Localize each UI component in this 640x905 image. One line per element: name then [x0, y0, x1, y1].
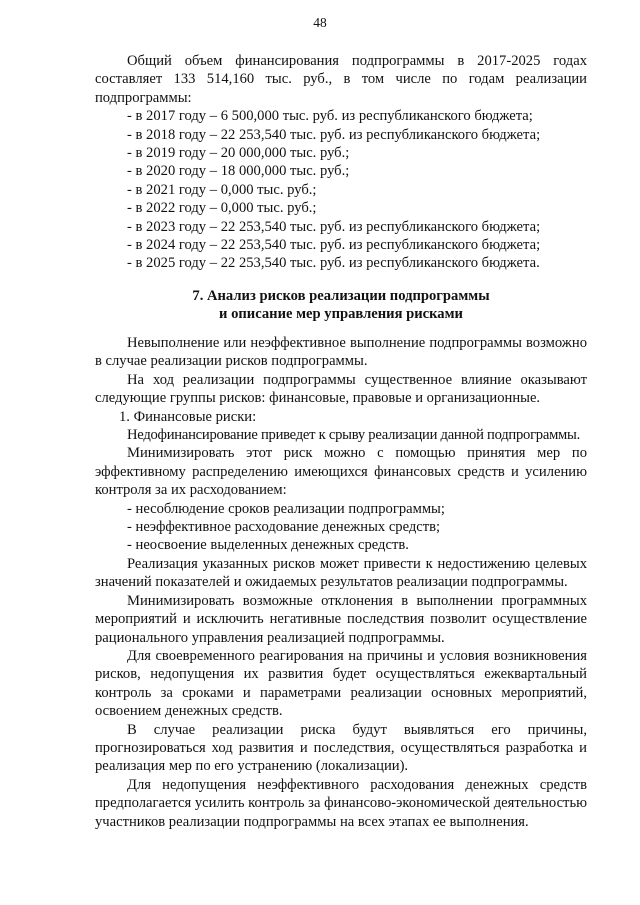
section-heading-line-2: и описание мер управления рисками	[219, 306, 463, 323]
funding-item-2024: - в 2024 году – 22 253,540 тыс. руб. из республиканского бюджета;	[127, 237, 541, 254]
measure-item-unused-funds: - неосвоение выделенных денежных средств.	[127, 537, 409, 554]
section-heading-line-1: 7. Анализ рисков реализации подпрограммы	[192, 288, 490, 304]
section-heading	[95, 287, 587, 324]
funding-item-2025: - в 2025 году – 22 253,540 тыс. руб. из республиканского бюджета.	[127, 255, 540, 272]
paragraph-risk-response: В случае реализации риска будут выявляться его причины, прогнозироваться ход развития и последствия, осуществляться разработка и реализация мер по его устранению (локализации).	[95, 721, 587, 775]
paragraph-minimize-risk: Минимизировать этот риск можно с помощью принятия мер по эффективному распределению имеющихся финансовых средств и усилению контроля за их расходованием:	[95, 445, 587, 499]
funding-intro: Общий объем финансирования подпрограммы в 2017-2025 годах составляет 133 514,160 тыс. руб., в том числе по годам реализации подпрограммы:	[95, 53, 587, 106]
paragraph-risk-consequences: Реализация указанных рисков может привести к недостижению целевых значений показателей и ожидаемых результатов реализации подпрограммы.	[95, 555, 587, 591]
page-number: 48	[313, 15, 327, 30]
funding-block	[95, 52, 587, 273]
funding-item-2020: - в 2020 году – 18 000,000 тыс. руб.;	[127, 163, 350, 180]
funding-item-2019: - в 2019 году – 20 000,000 тыс. руб.;	[127, 145, 350, 162]
measure-item-deadlines: - несоблюдение сроков реализации подпрограммы;	[127, 500, 445, 517]
funding-item-2022: - в 2022 году – 0,000 тыс. руб.;	[127, 200, 317, 217]
funding-list	[95, 107, 587, 273]
funding-item-2017: - в 2017 году – 6 500,000 тыс. руб. из республиканского бюджета;	[127, 108, 533, 125]
paragraph-underfunding: Недофинансирование приведет к срыву реализации данной подпрограммы.	[127, 427, 581, 444]
paragraph-nonfulfillment: Невыполнение или неэффективное выполнение подпрограммы возможно в случае реализации рисков подпрограммы.	[95, 335, 587, 370]
list-item-financial-risks: 1. Финансовые риски:	[119, 408, 257, 425]
measures-list	[95, 500, 587, 555]
paragraph-risk-groups: На ход реализации подпрограммы существенное влияние оказывают следующие группы рисков: финансовые, правовые и организационные.	[95, 371, 587, 407]
funding-item-2023: - в 2023 году – 22 253,540 тыс. руб. из республиканского бюджета;	[127, 218, 541, 235]
section-body	[95, 334, 587, 831]
funding-item-2018: - в 2018 году – 22 253,540 тыс. руб. из республиканского бюджета;	[127, 126, 541, 143]
paragraph-spending-control: Для недопущения неэффективного расходования денежных средств предполагается усилить контроль за финансово-экономической деятельностью участников реализации подпрограммы на всех этапах ее выполнения.	[95, 776, 587, 830]
paragraph-quarterly-control: Для своевременного реагирования на причины и условия возникновения рисков, недопущения их развития будет осуществляться ежеквартальный контроль за сроками и параметрами реализации основных мероприятий, освоением денежных средств.	[95, 647, 587, 720]
funding-item-2021: - в 2021 году – 0,000 тыс. руб.;	[127, 181, 317, 198]
measure-item-spending: - неэффективное расходование денежных средств;	[127, 519, 441, 536]
paragraph-minimize-deviations: Минимизировать возможные отклонения в выполнении программных мероприятий и исключить негативные последствия позволит осуществление рационального управления реализацией подпрограммы.	[95, 592, 587, 646]
